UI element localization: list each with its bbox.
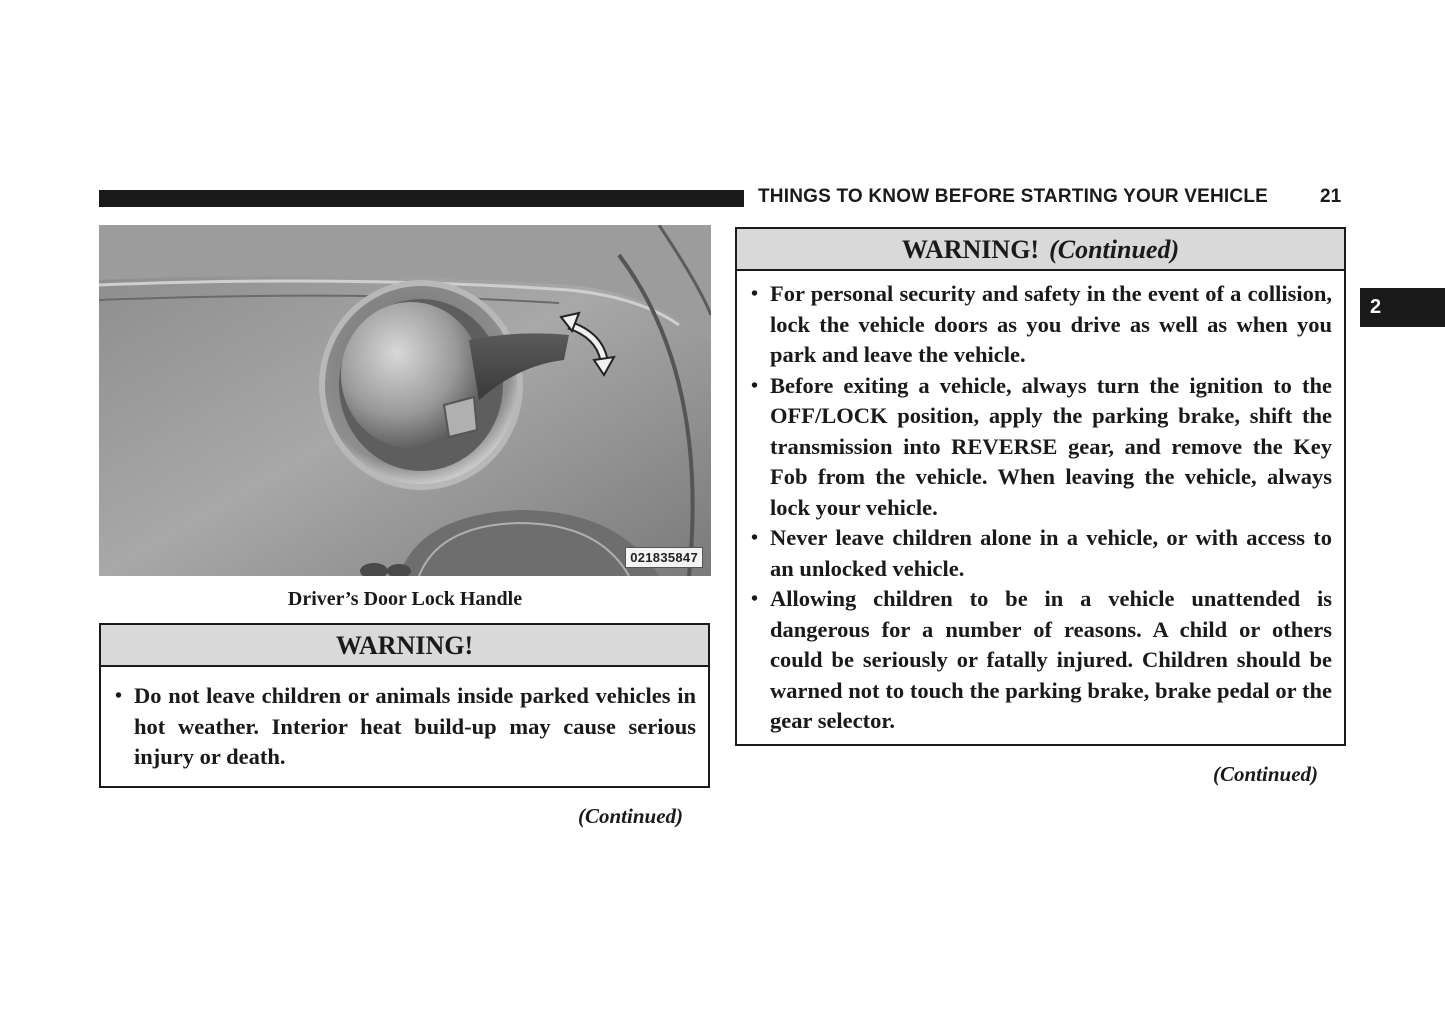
chapter-tab [1360,288,1445,327]
warning-box-left [99,623,710,788]
warning-list [737,271,1344,737]
warning-box-right [735,227,1346,746]
running-header: THINGS TO KNOW BEFORE STARTING YOUR VEHICLE [758,186,1269,207]
warning-bullet: • Before exiting a vehicle, always turn the ignition to the OFF/LOCK position, apply the parking brake, shift the transmission into REVERSE gear, and remove the Key Fob from the vehicle. When leaving the vehicle, always lock your vehicle. [751,371,1332,524]
warning-heading [737,229,1344,271]
chapter-number: 2 [1370,296,1382,318]
figure-code: 021835847 [625,547,703,568]
warning-bullet: • Never leave children alone in a vehicle, or with access to an unlocked vehicle. [751,523,1332,584]
continued-note-left: (Continued) [578,804,684,828]
figure-caption: Driver’s Door Lock Handle [287,588,523,610]
door-lock-handle-illustration [99,225,711,576]
continued-note-right: (Continued) [1213,762,1319,786]
page-number: 21 [1320,186,1342,207]
warning-bullet: • Allowing children to be in a vehicle unattended is dangerous for a number of reasons. A child or others could be seriously or fatally injured. Children should be warned not to touch the parking brake, brake pedal or the gear selector. [751,584,1332,737]
warning-title: WARNING! [901,235,1040,264]
warning-title-suffix: (Continued) [1049,235,1180,264]
warning-title: WARNING! [335,631,474,660]
warning-heading [101,625,708,667]
warning-bullet: • Do not leave children or animals inside parked vehicles in hot weather. Interior heat build-up may cause serious injury or death. [115,681,696,773]
warning-list [101,667,708,773]
door-lock-handle-figure [99,225,711,576]
warning-bullet: • For personal security and safety in the event of a collision, lock the vehicle doors as you drive as well as when you park and leave the vehicle. [751,279,1332,371]
header-rule [99,190,744,207]
